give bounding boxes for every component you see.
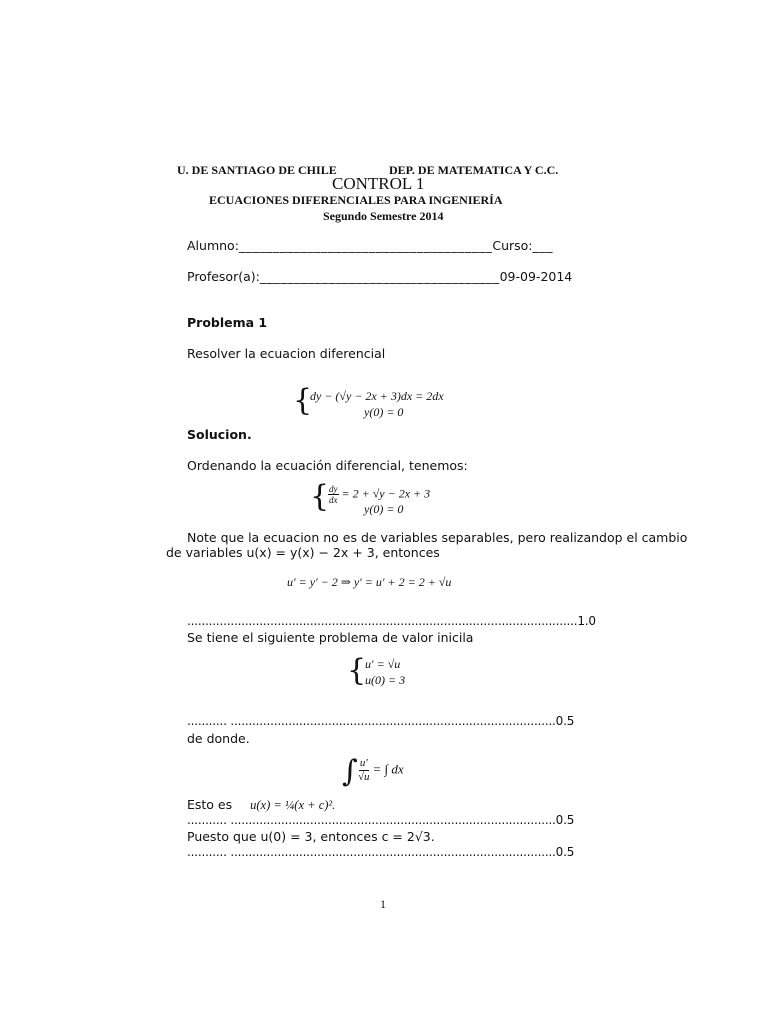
left-brace-1: { [293, 383, 313, 418]
problem-heading: Problema 1 [187, 315, 268, 330]
equation-4-line-1: u′ = √u [365, 657, 401, 671]
alumno-label: Alumno: [187, 238, 239, 253]
integral-sign: ∫ [342, 754, 358, 789]
ordering-text: Ordenando la ecuación diferencial, tenemos: [187, 458, 468, 473]
exam-title: CONTROL 1 [332, 174, 425, 193]
equation-1-line-2: y(0) = 0 [364, 405, 404, 419]
course-name: ECUACIONES DIFERENCIALES PARA INGENIERÍA [209, 193, 503, 207]
equation-1-line-1: dy − (√y − 2x + 3)dx = 2dx [310, 389, 444, 403]
integral-equation [358, 757, 404, 784]
exam-date: 09-09-2014 [499, 269, 573, 284]
dy-dx-fraction: $\frac{dy}{dx}$ [329, 484, 338, 505]
department-name: DEP. DE MATEMATICA Y C.C. [389, 163, 559, 177]
ivp-text: Se tiene el siguiente problema de valor inicila [187, 630, 474, 645]
alumno-field [187, 238, 553, 253]
equation-2-rhs: = 2 + √y − 2x + 3 [341, 486, 431, 501]
esto-es-label: Esto es [187, 797, 233, 812]
profesor-blank: ___________________________________ [259, 269, 500, 284]
curso-label: Curso: [492, 238, 533, 253]
page-number: 1 [380, 897, 386, 911]
alumno-blank: _____________________________________ [238, 238, 493, 253]
solution-heading: Solucion. [187, 427, 252, 442]
left-brace-2: { [310, 479, 330, 514]
score-line-4: ........... ..........................................................................................0.5 [187, 845, 575, 859]
note-line-1: Note que la ecuacion no es de variables separables, pero realizandop el cambio [187, 530, 688, 545]
semester: Segundo Semestre 2014 [323, 209, 444, 223]
profesor-field [187, 269, 572, 284]
integral-rhs: = ∫ dx [372, 761, 404, 777]
profesor-label: Profesor(a): [187, 269, 260, 284]
score-line-3: ........... ..........................................................................................0.5 [187, 813, 575, 827]
curso-blank: ___ [532, 238, 554, 253]
note-line-2: de variables u(x) = y(x) − 2x + 3, entonces [166, 545, 440, 560]
score-line-1: ............................................................................................................1.0 [187, 614, 596, 628]
esto-es-line [187, 797, 335, 813]
equation-2-line-2: y(0) = 0 [364, 502, 404, 516]
equation-3: u′ = y′ − 2 ⇒ y′ = u′ + 2 = 2 + √u [287, 575, 452, 589]
left-brace-3: { [347, 653, 367, 688]
puesto-que-text: Puesto que u(0) = 3, entonces c = 2√3. [187, 829, 435, 844]
de-donde-text: de donde. [187, 731, 250, 746]
u-prime-over-sqrt-u: $\frac{u'}{√u}$ [358, 757, 370, 783]
institution-name: U. DE SANTIAGO DE CHILE [177, 163, 337, 177]
esto-es-equation: u(x) = ¼(x + c)². [250, 798, 336, 812]
problem-statement: Resolver la ecuacion diferencial [187, 346, 386, 361]
score-line-2: ........... ..........................................................................................0.5 [187, 714, 575, 728]
equation-4-line-2: u(0) = 3 [365, 673, 406, 687]
